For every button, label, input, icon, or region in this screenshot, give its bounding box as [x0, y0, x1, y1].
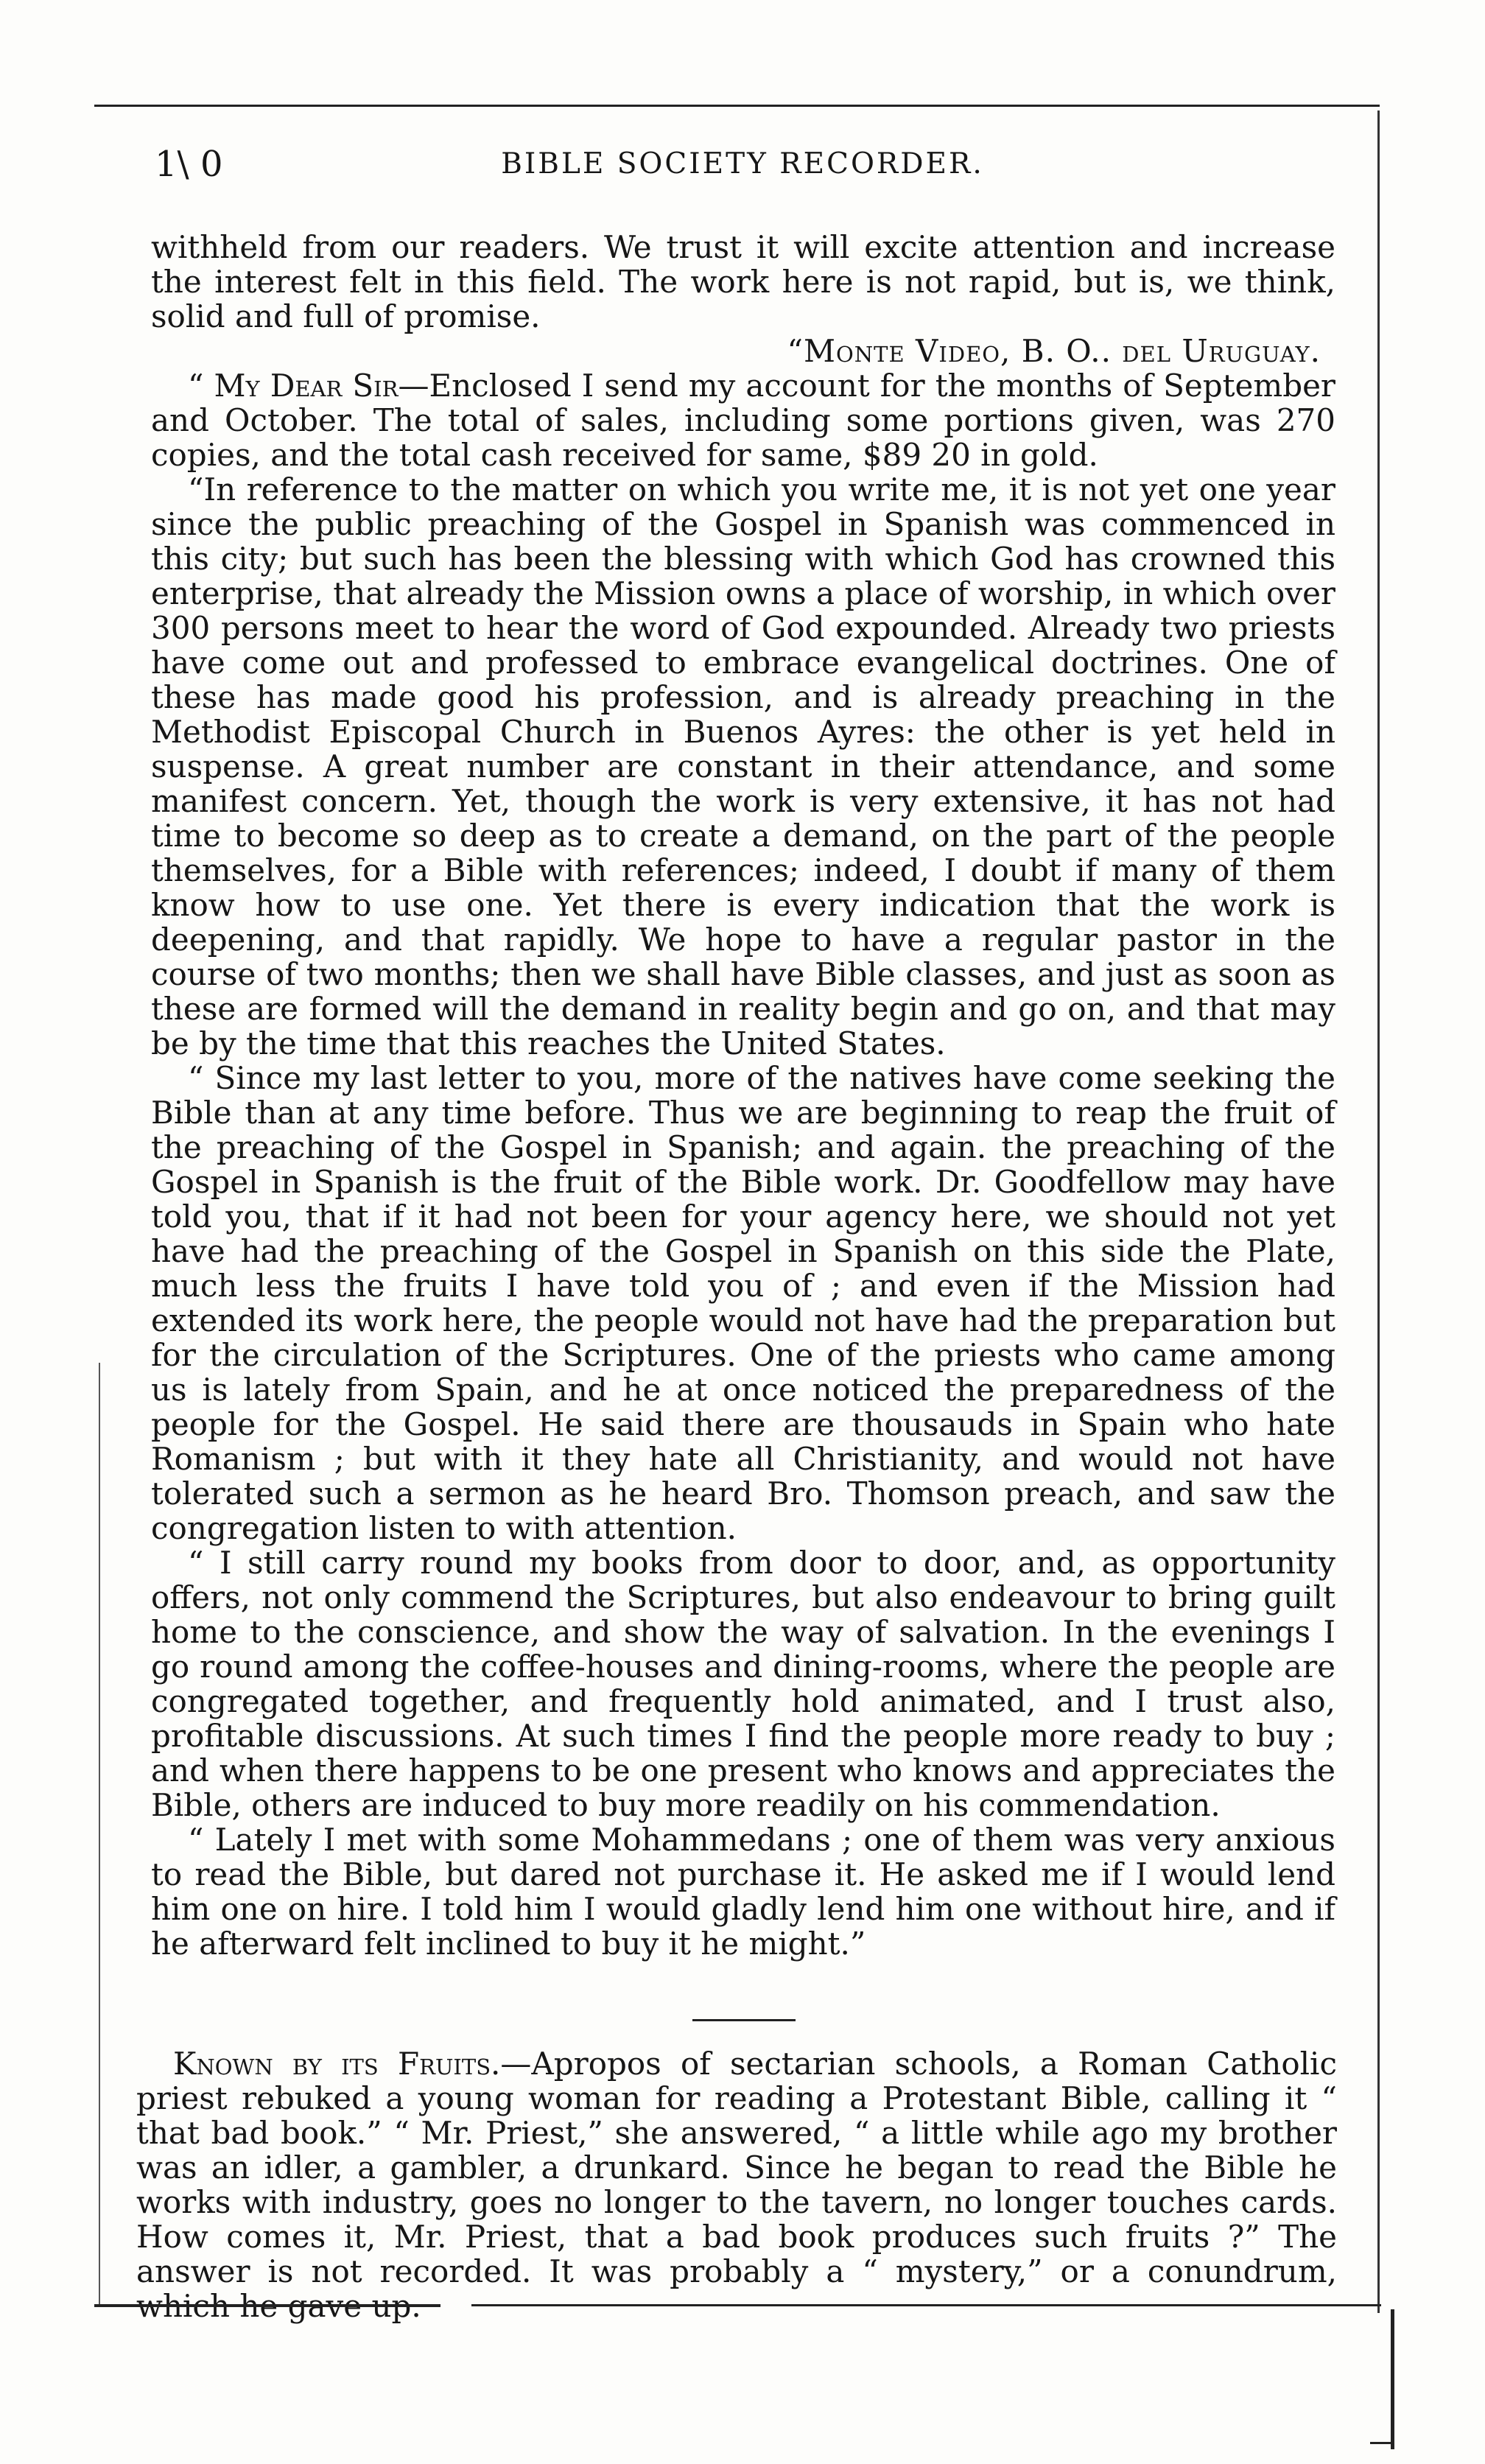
corner-foot-rule — [1370, 2442, 1394, 2444]
left-margin-line — [99, 1363, 100, 2306]
anecdote-block — [136, 2046, 1337, 2323]
letter-paragraph-1 — [151, 368, 1335, 472]
right-border-line — [1377, 110, 1380, 2313]
letter-paragraph-1-text: —Enclosed I send my account for the months of September and October. The total of sales, including some portions given, was 270 copies, and the total cash received for same, $89 20 in gold. — [151, 368, 1336, 473]
anecdote-paragraph — [136, 2046, 1337, 2323]
bottom-rule-right — [471, 2304, 1381, 2306]
corner-line — [1391, 2309, 1394, 2449]
anecdote-heading: Known by its Fruits. — [173, 2046, 501, 2082]
running-title: BIBLE SOCIETY RECORDER. — [501, 147, 984, 180]
salutation: “ My Dear Sir — [188, 368, 399, 404]
anecdote-text: —Apropos of sectarian schools, a Roman Catholic priest rebuked a young woman for reading a Protestant Bible, calling it “ that bad book.” “ Mr. Priest,” she answered, “ a little while ago my brother was an idler, a gambler, a drunkard. Since he began to read the Bible he works with industry, goes no longer to the tavern, no longer touches cards. How comes it, Mr. Priest, that a bad book produces such fruits ?” The answer is not recorded. It was probably a “ mystery,” or a conundrum, which he gave up. — [136, 2046, 1337, 2324]
letter-paragraph-2: “In reference to the matter on which you write me, it is not yet one year since the public preaching of the Gospel in Spanish was commenced in this city; but such has been the blessing with which God has crowned this enterprise, that already the Mission owns a place of worship, in which over 300 persons meet to hear the word of God expounded. Already two priests have come out and professed to embrace evangelical doctrines. One of these has made good his profession, and is already preaching in the Methodist Episcopal Church in Buenos Ayres: the other is yet held in suspense. A great number are constant in their attendance, and some manifest concern. Yet, though the work is very extensive, it has not had time to become so deep as to create a demand, on the part of the people themselves, for a Bible with references; indeed, I doubt if many of them know how to use one. Yet there is every indication that the work is deepening, and that rapidly. We hope to have a regular pastor in the course of two months; then we shall have Bible classes, and just as soon as these are formed will the demand in reality begin and go on, and that may be by the time that this reaches the United States. — [151, 471, 1335, 1061]
intro-paragraph: withheld from our readers. We trust it will excite attention and increase the interest felt in this field. The work here is not rapid, but is, we think, solid and full of promise. — [151, 229, 1335, 334]
letter-body — [151, 230, 1335, 1961]
bottom-rule-left — [94, 2304, 440, 2307]
page-number: 1\ 0 — [155, 144, 223, 185]
letter-place-line: “Monte Video, B. O.. del Uruguay. — [787, 333, 1321, 369]
top-rule — [94, 105, 1380, 107]
letter-paragraph-4: “ I still carry round my books from door to door, and, as opportunity offers, not only commend the Scriptures, but also endeavour to bring guilt home to the conscience, and show the way of salvation. In the evenings I go round among the coffee-houses and dining-rooms, where the people are congregated together, and frequently hold animated, and I trust also, profitable discussions. At such times I find the people more ready to buy ; and when there happens to be one present who knows and appreciates the Bible, others are induced to buy more readily on his commendation. — [151, 1545, 1335, 1823]
letter-paragraph-5: “ Lately I met with some Mohammedans ; one of them was very anxious to read the Bible, but dared not purchase it. He asked me if I would lend him one on hire. I told him I would gladly lend him one without hire, and if he afterward felt inclined to buy it he might.” — [151, 1822, 1335, 1962]
section-separator — [692, 2019, 796, 2021]
letter-paragraph-3: “ Since my last letter to you, more of the natives have come seeking the Bible than at any time before. Thus we are beginning to reap the fruit of the preaching of the Gospel in Spanish; and again. the preaching of the Gospel in Spanish is the fruit of the Bible work. Dr. Goodfellow may have told you, that if it had not been for your agency here, we should not yet have had the preaching of the Gospel in Spanish on this side the Plate, much less the fruits I have told you of ; and even if the Mission had extended its work here, the people would not have had the preparation but for the circulation of the Scriptures. One of the priests who came among us is lately from Spain, and he at once noticed the preparedness of the people for the Gospel. He said there are thousauds in Spain who hate Romanism ; but with it they hate all Christianity, and would not have tolerated such a sermon as he heard Bro. Thomson preach, and saw the congregation listen to with attention. — [151, 1060, 1335, 1546]
